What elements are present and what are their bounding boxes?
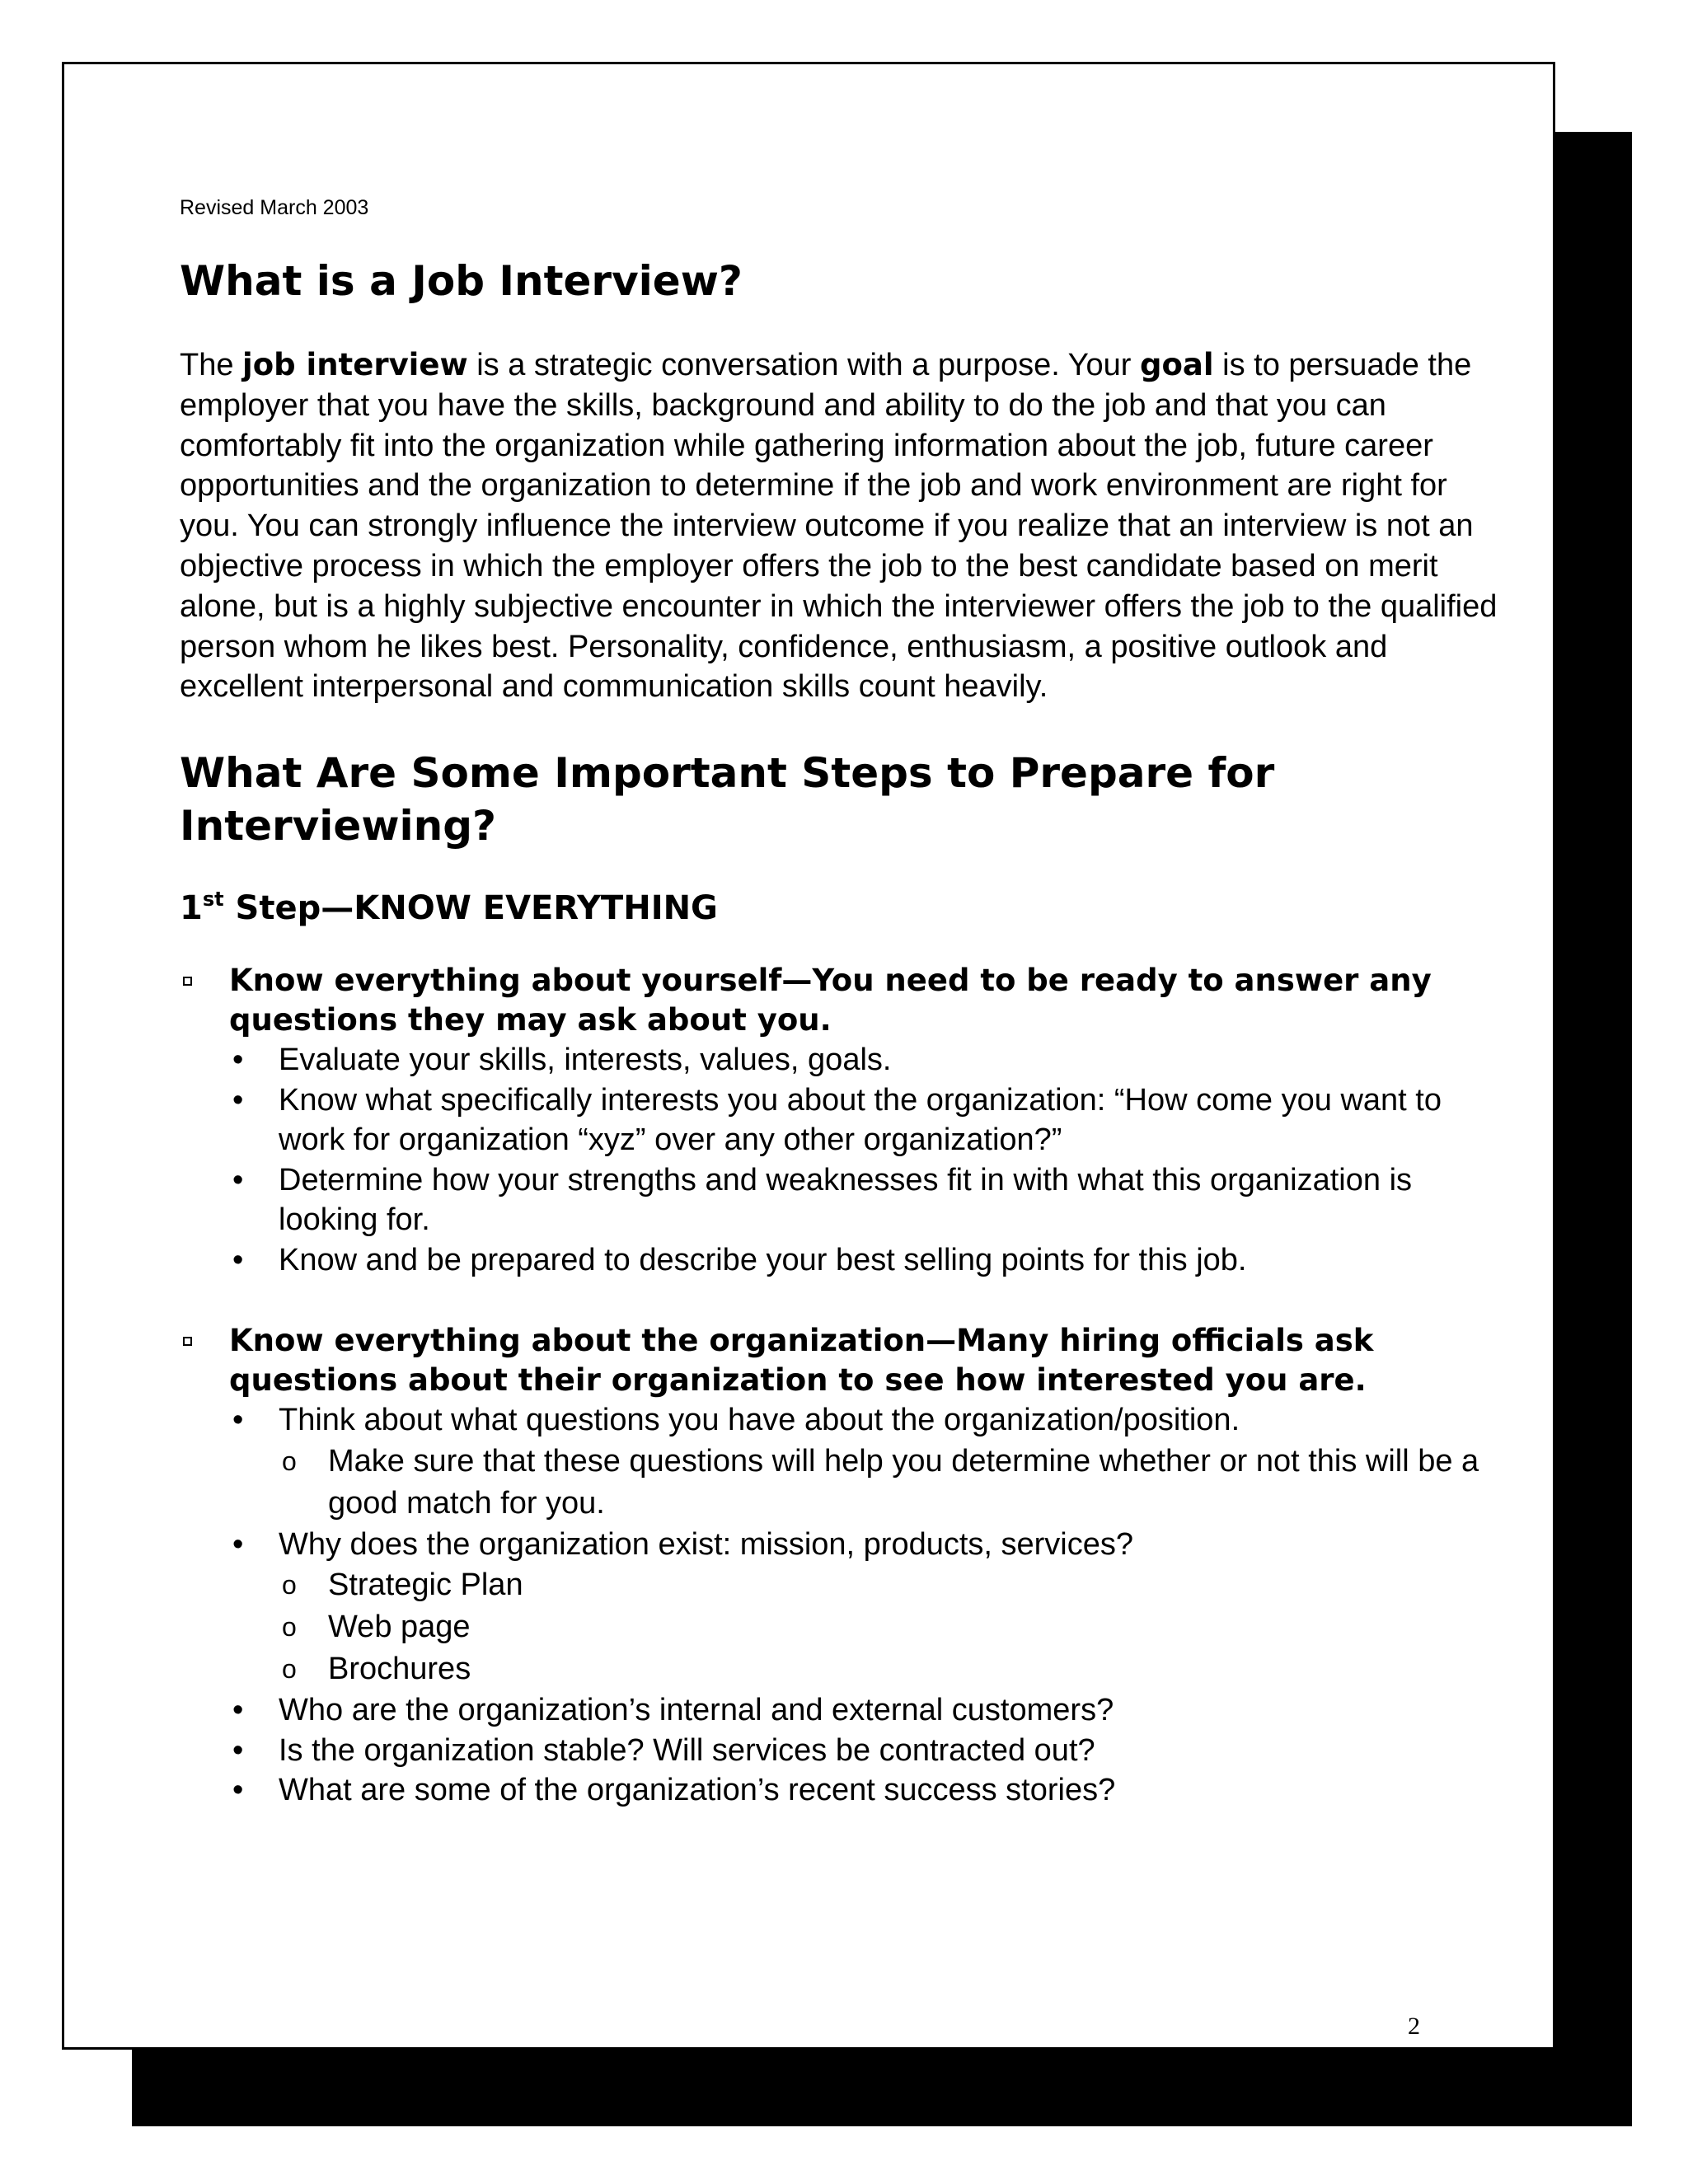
- intro-text-1: The: [180, 348, 243, 382]
- list-item-text: Evaluate your skills, interests, values, goals.: [279, 1043, 892, 1078]
- document-page: [62, 62, 1555, 2050]
- hollow-circle-bullet-icon: o: [282, 1570, 297, 1601]
- step-ordinal: st: [202, 888, 224, 912]
- list-item-text: What are some of the organization’s recent success stories?: [279, 1773, 1116, 1808]
- bullet-dot-icon: •: [232, 1082, 244, 1118]
- list-item-text: Why does the organization exist: mission, products, services?: [279, 1526, 1134, 1562]
- list-item: [229, 1731, 1515, 1771]
- bullet-dot-icon: •: [232, 1526, 244, 1562]
- heading-what-is-job-interview: What is a Job Interview?: [180, 257, 743, 305]
- section-know-organization: [180, 1321, 1515, 1811]
- bullet-dot-icon: •: [232, 1403, 244, 1438]
- step-title: Step—KNOW EVERYTHING: [223, 889, 718, 928]
- intro-paragraph: [180, 345, 1515, 707]
- intro-bold-job-interview: job interview: [242, 347, 468, 382]
- sub-list-item: [279, 1606, 1515, 1648]
- intro-text-2: is a strategic conversation with a purpose. Your: [467, 348, 1141, 382]
- sub-list-item: [279, 1441, 1515, 1525]
- heading-important-steps: What Are Some Important Steps to Prepare for Interviewing?: [180, 749, 1275, 851]
- list-item: [229, 1080, 1515, 1160]
- hollow-circle-bullet-icon: o: [282, 1612, 297, 1643]
- list-item-text: Know what specifically interests you about the organization: “How come you want to work for organization “xyz” over any other organization?”: [279, 1082, 1442, 1158]
- section-know-yourself: [180, 961, 1515, 1280]
- bullet-dot-icon: •: [232, 1043, 244, 1078]
- list-item: [229, 1160, 1515, 1240]
- page-number: 2: [1408, 2013, 1420, 2040]
- hollow-circle-bullet-icon: o: [282, 1446, 297, 1476]
- sub-list-item: [279, 1648, 1515, 1690]
- bullet-dot-icon: •: [232, 1732, 244, 1768]
- sub-list-item-text: Web page: [328, 1610, 471, 1645]
- page-content: [180, 196, 1515, 1852]
- step-number: 1: [180, 889, 203, 928]
- section-heading-know-organization: Know everything about the organization—Many hiring officials ask questions about their organization to see how interested you are.: [229, 1323, 1374, 1399]
- sub-list-item-text: Make sure that these questions will help you determine whether or not this will be a good match for you.: [328, 1443, 1479, 1521]
- revised-date: Revised March 2003: [180, 196, 369, 219]
- list-item-text: Think about what questions you have about the organization/position.: [279, 1403, 1240, 1438]
- list-item-text: Is the organization stable? Will services be contracted out?: [279, 1732, 1095, 1768]
- bullet-dot-icon: •: [232, 1693, 244, 1728]
- hollow-circle-bullet-icon: o: [282, 1654, 297, 1685]
- bullet-dot-icon: •: [232, 1242, 244, 1277]
- nested-list: [229, 1441, 1515, 1525]
- sub-list-item-text: Strategic Plan: [328, 1568, 523, 1603]
- step-heading: [180, 885, 1515, 931]
- checkbox-square-icon: [183, 1337, 192, 1346]
- list-item-text: Who are the organization’s internal and external customers?: [279, 1693, 1114, 1728]
- list-item: [229, 1040, 1515, 1080]
- list-item-text: Know and be prepared to describe your best selling points for this job.: [279, 1242, 1247, 1277]
- bullet-dot-icon: •: [232, 1162, 244, 1197]
- list-item: [229, 1400, 1515, 1441]
- intro-bold-goal: goal: [1140, 347, 1214, 382]
- checkbox-square-icon: [183, 977, 192, 986]
- list-item: [229, 1690, 1515, 1731]
- list-item: [229, 1770, 1515, 1811]
- list-item-text: Determine how your strengths and weaknesses fit in with what this organization is looking for.: [279, 1162, 1413, 1238]
- section-heading-know-yourself: Know everything about yourself—You need to be ready to answer any questions they may ask about you.: [229, 963, 1432, 1038]
- list-item: [229, 1240, 1515, 1281]
- sub-list-item-text: Brochures: [328, 1652, 471, 1687]
- bullet-dot-icon: •: [232, 1773, 244, 1808]
- intro-text-3: is to persuade the employer that you have the skills, background and ability to do the job and that you can comfortably fit into the organization while gathering information about the job, future career opportunities and the organization to determine if the job and work environment are right for you. You can strongly influence the interview outcome if you realize that an interview is not an objective process in which the employer offers the job to the best candidate based on merit alone, but is a highly subjective encounter in which the interviewer offers the job to the qualified person whom he likes best. Personality, confidence, enthusiasm, a positive outlook and excellent interpersonal and communication skills count heavily.: [180, 348, 1498, 705]
- nested-list: [229, 1564, 1515, 1690]
- sub-list-item: [279, 1564, 1515, 1606]
- list-item: [229, 1525, 1515, 1565]
